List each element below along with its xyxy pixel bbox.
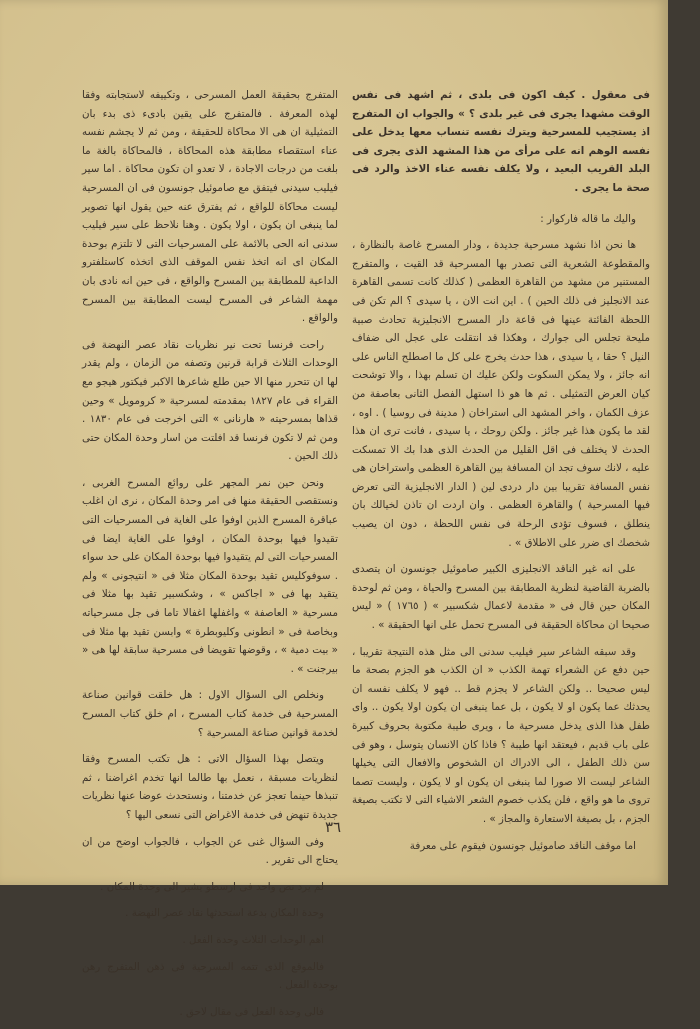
paragraph: ونحن حين نمر المجهر على روائع المسرح الغربى ، ونستقصى الحقيقة منها فى امر وحدة المكان ، نرى ان اغلب عباقرة المسرح الذين اوفوا على الغاية فى المسرحيات التى تقيدوا فيها بوحدة المكان ، اوفوا على الغاية ايضا فى المسرحيات التى لم يتقيدوا فيها بوحدة المكان على حد سواء . سوفوكليس تقيد بوحدة المكان مثلا فى « انتيجونى » ولم يتقيد بها فى « اجاكس » ، وشكسبير تقيد بها مثلا فى مسرحية « العاصفة » واغفلها اغفالا تاما فى جل مسرحياته وبخاصة فى « انطونى وكليوبطرة » وابسن تقيد بها مثلا فى « بيت دمية » ، وقوضها تقويضا فى مسرحية سابقة لها هى « بيرجنت » . <box>82 476 338 675</box>
paragraph: فالموقع الذى تتمه المسرحية فى ذهن المتفرج رهن بوحدة الفعل . <box>82 960 338 992</box>
paragraph: وحدة المكان بدعة استحدثها نقاد عصر النهضة . <box>125 907 324 920</box>
paragraph: وقد سبقه الشاعر سير فيليب سدنى الى مثل هذه النتيجة تقريبا ، حين دفع عن الشعراء تهمة الكذب « ان الكذب هو الجزم بصحة ما ليس صحيحا .. ولكن الشاعر لا يجزم قط .. فهو لا يكلف نفسه ان يحدثك عما يكون او لا يكون ، بل عما ينبغى ان يكون اولا يكون .. واى طفل هذا الذى يدخل مسرحية ما ، ويرى طيبة مكتوبة بحروف كبيرة على باب قديم ، فيعتقد انها طيبة ؟ فاذا كان الانسان يتوسل ، وهو فى سن ذلك الطفل ، الى الادراك ان الشخوص والافعال التى يخيلها الشاعر ليست الا صورا لما ينبغى ان يكون او لا يكون ، وليست تصما تروى ما هو واقع ، فلن يكذب خصوم الشعر الاشياء التى لا تكتب بصيغة الجزم ، بل بصيغة الاستعارة والمجاز » . <box>352 645 650 825</box>
paragraph: اهم الوحدات الثلاث وحدة الفعل . <box>182 933 324 946</box>
paragraph: ها نحن اذا نشهد مسرحية جديدة ، ودار المسرح غاصة بالنظارة ، والمقطوعة الشعرية التى تصدر بها المسرحية قد القيت ، والمتفرج المستنير من مشهد من القاهرة العظمى ( كذلك كانت تسمى القاهرة عند الانجليز فى ذلك الحين ) . اين انت الان ، يا سيدى ؟ الم تكن فى اللحظة الفائتة عينها فى قاعة دار المسرح الانجليزية تحادث صبية مليحة تجلس الى جوارك ، وهكذا قد انتقلت على عجل الى ضفاف النيل ؟ حقا ، يا سيدى ، هذا حدث يخرج على كل ما اصطلح الناس على انه جائز ، ولا يمكن السكوت ولكن عليك ان تسلم بهذا ، والا توشحت كيان العرض التمثيلى . ثم ها هو ذا استهل الفصل الثانى بعاصفة من عزف الكمان ، واخر المشهد الى استراخان ( مدينة فى روسيا ) . اوه ، لقد ما يكون هذا غير جائز . ولكن روحك ، يا سيدى ، فانت ترى ان هذا الحدث لا يختلف فى اقل القليل من الحدث الذى هدا بك الا تمسكت عليه ، لانك سوف تجد ان المسافة بين القاهرة العظمى واستراخان هى نفس المسافة تقريبا بين دار دردى لين ( الدار الانجليزية التى تعرض فيها المسرحية ) والقاهرة العظمى . وان اردت ان تاذن لخيالك بان ينطلق ، فسوف تؤدى الرحلة فى نفس اللحظة ، دون ان يصيب شخصك اى ضرر على الاطلاق » . <box>352 239 650 549</box>
paragraph: راحت فرنسا تحت نير نظريات نقاد عصر النهضة فى الوحدات الثلاث قرابة قرنين وتصفه من الزمان ، ولم يقدر لها ان تتحرر منها الا حين طلع شاعرها الاكبر فيكتور هيجو مع القراء فى عام ١٨٢٧ بمقدمته لمسرحية « كرومويل » وحين قذاها بمسرحيته « هارنانى » التى اخرجت فى عام ١٨٣٠ . ومن ثم لا تكون فرنسا قد افلتت من اسار وحدة المكان حتى ذلك الحين . <box>82 338 338 463</box>
right-text-column <box>352 86 650 863</box>
paragraph: واليك ما قاله فاركوار : <box>540 212 636 225</box>
paragraph: وفى السؤال غنى عن الجواب ، فالجواب اوضح من ان يحتاج الى تقرير . <box>82 835 338 867</box>
page-number: ٣٦ <box>325 818 342 836</box>
paragraph: فالى وحدة الفعل فى مقال لاحق . <box>179 1005 324 1018</box>
paragraph: على انه غير الناقد الانجليزى الكبير صاموئيل جونسون ان يتصدى بالضربة القاضية لنظرية المطابقة بين المسرح والحياة ، ومن ثم لوحدة المكان حين قال فى « مقدمة لاعمال شكسبير » ( ١٧٦٥ ) « ليس صحيحا ان محاكاة الحقيقة فى المسرح تحمل على انها الحقيقة » . <box>352 563 650 632</box>
paragraph: ويتصل بهذا السؤال الاتى : هل تكتب المسرح وفقا لنظريات مسبقة ، نعمل بها طالما انها تخدم اغراضنا ، ثم تنبذها حينما تعجز عن خدمتنا ، ونستحدث عوضا عنها نظريات جديدة تنهض فى خدمة الاغراض التى نسعى اليها ؟ <box>82 753 338 821</box>
paragraph: ونخلص الى السؤال الاول : هل خلقت قوانين صناعة المسرحية فى خدمة كتاب المسرح ، ام خلق كتاب المسرح لخدمة قوانين صناعة المسرحية ؟ <box>82 689 338 739</box>
left-text-column <box>82 86 338 1029</box>
paragraph: فى معقول . كيف اكون فى بلدى ، ثم اشهد فى نفس الوقت مشهدا يجرى فى غير بلدى ؟ » والجواب ان المتفرج اذ يستجيب للمسرحية ويترك نفسه تنساب معها يدخل على نفسه الوهم انه على مرأى من هذا المشهد الذى يجرى فى البلد القريب البعيد ، ولا يكلف نفسه عناء الاخذ والرد فى صحة ما يجرى . <box>352 89 650 194</box>
paragraph: اما موقف الناقد صاموئيل جونسون فيقوم على معرفة <box>409 839 636 852</box>
paragraph: المتفرج بحقيقة العمل المسرحى ، وتكييفه لاستجابته وفقا لهذه المعرفة . فالمتفرج على يقين بادىء ذى بدء بان التمثيلية ان هى الا محاكاة للحقيقة ، ومن ثم لا يجشم نفسه عناء استقصاء مطابقة هذه المحاكاة ، فالمحاكاة بالغة ما بلغت من درجات الاجادة ، لا تعدو ان تكون محاكاة . اما سير فيليب سيدنى فيتفق مع صاموئيل جونسون فى ان المسرحية ليست محاكاة للواقع ، ثم يفترق عنه حين يقول انها تصوير لما ينبغى ان يكون ، اولا يكون . وهنا نلاحظ على سير فيليب سدنى انه الحى بالائمة على المسرحيات التى لا تلتزم بوحدة المكان اى انه اتخذ نفس الموقف الذى اتخذه كاستلفترو الداعية للمطابقة بين المسرح والواقع ، فى حين انه نادى بان مهمة الشاعر فى المسرح ليست المطابقة بين المسرح والواقع . <box>82 89 338 325</box>
paragraph: لم يرد نص واحد فى ارسطو يشير الى وحدة المكان . <box>100 880 324 893</box>
